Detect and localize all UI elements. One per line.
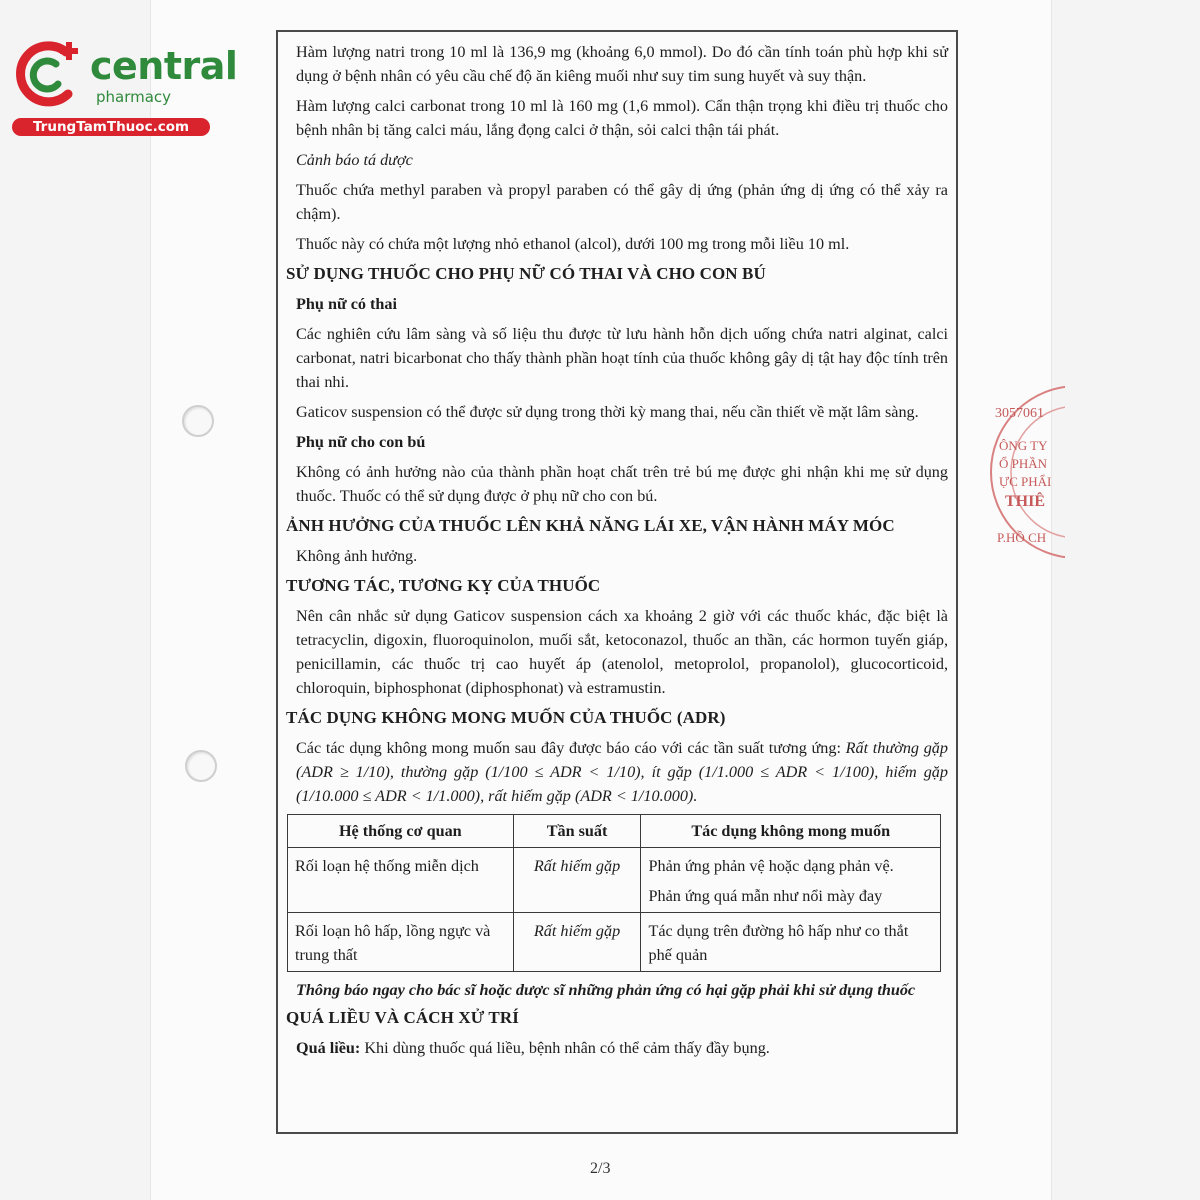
- section-interactions-heading: TƯƠNG TÁC, TƯƠNG KỴ CỦA THUỐC: [286, 576, 601, 595]
- overdose-paragraph: [288, 1036, 948, 1060]
- overdose-label: Quá liều:: [296, 1039, 361, 1057]
- stamp-text: THIÊ: [1005, 493, 1046, 510]
- subheading-pregnant: Phụ nữ có thai: [296, 295, 398, 313]
- calcium-paragraph: Hàm lượng calci carbonat trong 10 ml là 160 mg (1,6 mmol). Cẩn thận trọng khi điều trị thuốc cho bệnh nhân bị tăng calci máu, lắng đọng calci ở thận, sỏi calci thận tái phát.: [296, 97, 948, 139]
- stamp-text: ÔNG TY: [999, 438, 1048, 453]
- table-header-cell: Tác dụng không mong muốn: [641, 815, 941, 848]
- effect-line: Phản ứng phản vệ hoặc dạng phản vệ.: [648, 857, 894, 875]
- breastfeeding-paragraph: Không có ảnh hưởng nào của thành phần hoạt chất trên trẻ bú mẹ được ghi nhận khi mẹ sử dụng thuốc. Thuốc có thể sử dụng được ở phụ nữ cho con bú.: [296, 463, 948, 505]
- pharmacy-c-icon: [10, 38, 88, 110]
- table-header-cell: Hệ thống cơ quan: [288, 815, 514, 848]
- table-cell-effect: [641, 848, 941, 913]
- stamp-text: 3057061: [995, 406, 1044, 421]
- table-header-cell: Tần suất: [513, 815, 641, 848]
- binder-hole: [182, 405, 214, 437]
- interactions-paragraph: Nên cân nhắc sử dụng Gaticov suspension cách xa khoảng 2 giờ với các thuốc khác, đặc biệt là tetracyclin, digoxin, fluoroquinolon, muối sắt, ketoconazol, thuốc an thần, các hormon tuyến giáp, penicillamin, các thuốc trị cao huyết áp (atenolol, metoprolol, propanolol), glucocorticoid, chloroquin, biphosphonat (diphosphonat) và estramustin.: [296, 607, 948, 697]
- adr-table: [287, 814, 941, 972]
- pregnancy-studies-paragraph: Các nghiên cứu lâm sàng và số liệu thu được từ lưu hành hỗn dịch uống chứa natri alginat, calci carbonat, natri bicarbonat cho thấy thành phần hoạt tính của thuốc không gây dị tật hay độc tính trên thai nhi.: [296, 325, 948, 391]
- sodium-paragraph: Hàm lượng natri trong 10 ml là 136,9 mg (khoảng 6,0 mmol). Do đó cần tính toán phù hợp khi sử dụng ở bệnh nhân có yêu cầu chế độ ăn kiêng muối như suy tim sung huyết và suy thận.: [296, 43, 948, 85]
- excipient-heading: Cảnh báo tá dược: [296, 151, 413, 169]
- logo-brand: central: [90, 44, 238, 88]
- page-number: 2/3: [590, 1160, 611, 1177]
- central-pharmacy-logo: [10, 38, 238, 138]
- logo-subtitle: pharmacy: [96, 88, 172, 106]
- binder-hole: [185, 750, 217, 782]
- table-header-row: [288, 815, 941, 848]
- effect-line: Phản ứng quá mẫn như nổi mày đay: [648, 887, 883, 905]
- section-adr-heading: TÁC DỤNG KHÔNG MONG MUỐN CỦA THUỐC (ADR): [286, 708, 726, 727]
- report-notice: Thông báo ngay cho bác sĩ hoặc dược sĩ những phản ứng có hại gặp phải khi sử dụng thuốc: [296, 981, 916, 999]
- table-cell-system: Rối loạn hô hấp, lồng ngực và trung thất: [288, 913, 514, 972]
- stamp-text: ỰC PHẨI: [999, 474, 1052, 489]
- subheading-breastfeeding: Phụ nữ cho con bú: [296, 433, 426, 451]
- table-cell-frequency: Rất hiếm gặp: [513, 848, 641, 913]
- company-stamp: [985, 380, 1065, 570]
- adr-intro-text: Các tác dụng không mong muốn sau đây được báo cáo với các tần suất tương ứng:: [296, 739, 846, 757]
- table-cell-system: Rối loạn hệ thống miễn dịch: [288, 848, 514, 913]
- stamp-text: Ổ PHẦN: [999, 456, 1048, 471]
- driving-paragraph: Không ảnh hưởng.: [296, 547, 418, 565]
- stamp-text: P.HỒ CH: [997, 530, 1047, 545]
- ethanol-paragraph: Thuốc này có chứa một lượng nhỏ ethanol (alcol), dưới 100 mg trong mỗi liều 10 ml.: [296, 235, 850, 253]
- section-pregnancy-heading: SỬ DỤNG THUỐC CHO PHỤ NỮ CÓ THAI VÀ CHO CON BÚ: [286, 264, 766, 283]
- section-driving-heading: ẢNH HƯỞNG CỦA THUỐC LÊN KHẢ NĂNG LÁI XE, VẬN HÀNH MÁY MÓC: [286, 516, 895, 535]
- leaflet-content: [276, 30, 958, 1134]
- adr-frequency-definitions: Rất thường gặp (ADR ≥ 1/10), thường gặp (1/100 ≤ ADR < 1/10), ít gặp (1/1.000 ≤ ADR < 1/100), hiếm gặp (1/10.000 ≤ ADR < 1/1.000), rất hiếm gặp (ADR < 1/10.000).: [296, 739, 948, 805]
- adr-frequency-paragraph: [288, 736, 948, 808]
- table-row: [288, 848, 941, 913]
- logo-url-banner: TrungTamThuoc.com: [12, 118, 210, 136]
- table-row: [288, 913, 941, 972]
- table-cell-effect: Tác dụng trên đường hô hấp như co thắt phế quản: [641, 913, 941, 972]
- table-cell-frequency: Rất hiếm gặp: [513, 913, 641, 972]
- section-overdose-heading: QUÁ LIỀU VÀ CÁCH XỬ TRÍ: [286, 1008, 519, 1027]
- overdose-text: Khi dùng thuốc quá liều, bệnh nhân có thể cảm thấy đầy bụng.: [360, 1039, 770, 1057]
- paraben-paragraph: Thuốc chứa methyl paraben và propyl paraben có thể gây dị ứng (phản ứng dị ứng có thể xảy ra chậm).: [296, 181, 948, 223]
- pregnancy-use-paragraph: Gaticov suspension có thể được sử dụng trong thời kỳ mang thai, nếu cần thiết về mặt lâm sàng.: [296, 403, 919, 421]
